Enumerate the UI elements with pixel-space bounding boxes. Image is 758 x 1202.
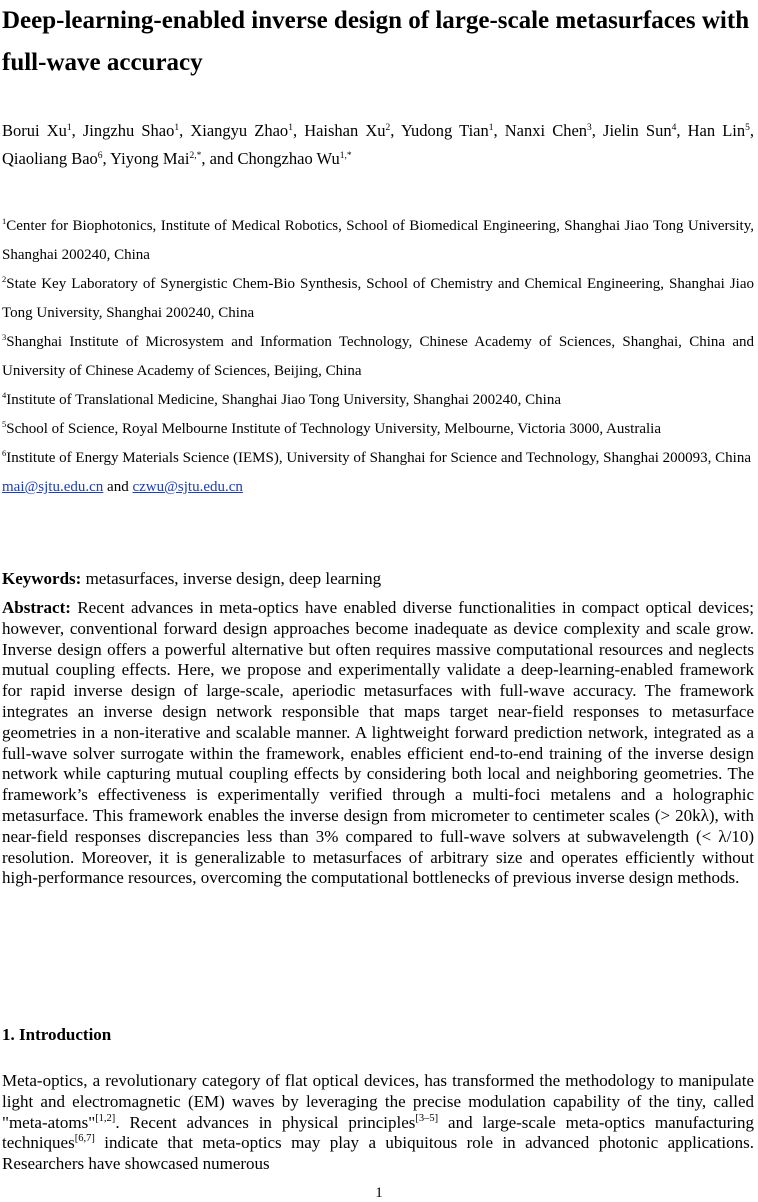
- affiliation: [2, 444, 754, 473]
- author: Nanxi Chen$^3$,: [504, 121, 604, 140]
- affiliation-number: 5: [2, 419, 7, 429]
- abstract-text: Recent advances in meta-optics have enabled diverse functionalities in compact optical devices; however, conventional forward design approaches become inadequate as device complexity and scale grow. Inverse design offers a powerful alternative but often requires massive computational resources and neglects mutual coupling effects. Here, we propose and experimentally validate a deep-learning-enabled framework for rapid inverse design of large-scale, aperiodic metasurfaces with full-wave accuracy. The framework integrates an inverse design network responsible that maps target near-field responses to metasurface geometries in a non-iterative and scalable manner. A lightweight forward prediction network, integrated as a full-wave solver surrogate within the framework, enables efficient end-to-end training of the inverse design network while capturing mutual coupling effects by considering both local and neighboring geometries. The framework’s effectiveness is experimentally verified through a multi-foci metalens and a holographic metasurface. This framework enables the inverse design from micrometer to centimeter scales (> 20kλ), with near-field responses discrepancies less than 3% compared to full-wave solvers at subwavelength (< λ/10) resolution. Moreover, it is generalizable to metasurfaces of arbitrary size and operates efficiently without high-performance resources, overcoming the computational bottlenecks of previous inverse design methods.: [2, 598, 754, 888]
- author-affiliation-marker: 2,*: [189, 151, 202, 161]
- affiliation: [2, 328, 754, 386]
- corresponding-emails: [2, 473, 754, 502]
- affiliation: [2, 415, 754, 444]
- author-affiliation-marker: 3: [587, 123, 592, 133]
- affiliation-number: 6: [2, 448, 7, 458]
- author: Jingzhu Shao$^1$,: [82, 121, 191, 140]
- affiliation: [2, 270, 754, 328]
- author-affiliation-marker: 1: [288, 123, 293, 133]
- keywords: [2, 567, 754, 591]
- author: Qiaoliang Bao$^6$,: [2, 149, 111, 168]
- author: Haishan Xu$^2$,: [304, 121, 401, 140]
- abstract-label: Abstract:: [2, 598, 71, 617]
- affiliation-list: [2, 212, 754, 502]
- section-heading-introduction: 1. Introduction: [2, 1025, 112, 1044]
- affiliation-number: 2: [2, 274, 7, 284]
- author-affiliation-marker: 1: [66, 123, 72, 133]
- affiliation-text: Institute of Energy Materials Science (IEMS), University of Shanghai for Science and Technology, Shanghai 200093, China: [6, 450, 752, 466]
- author: Xiangyu Zhao$^1$,: [190, 121, 305, 140]
- affiliation: [2, 212, 754, 270]
- affiliation-text: State Key Laboratory of Synergistic Chem-Bio Synthesis, School of Chemistry and Chemical Engineering, Shanghai Jiao Tong University, Shanghai 200240, China: [2, 276, 754, 321]
- affiliation-number: 3: [2, 332, 7, 342]
- citation[interactable]: [3–5]: [415, 1112, 439, 1124]
- author-affiliation-marker: 6: [97, 151, 103, 161]
- affiliation-number: 4: [2, 390, 7, 400]
- author-affiliation-marker: 4: [671, 123, 677, 133]
- email-link-mai[interactable]: mai@sjtu.edu.cn: [2, 479, 104, 495]
- affiliation-number: 1: [2, 216, 7, 226]
- keywords-label: Keywords:: [2, 569, 82, 588]
- author-affiliation-marker: 1: [174, 123, 180, 133]
- keywords-text: metasurfaces, inverse design, deep learning: [81, 569, 382, 588]
- author-affiliation-marker: 1: [488, 123, 494, 133]
- citation[interactable]: [1,2]: [95, 1112, 116, 1124]
- author: Jielin Sun$^4$,: [603, 121, 688, 140]
- affiliation-text: Center for Biophotonics, Institute of Medical Robotics, School of Biomedical Engineering, Shanghai Jiao Tong University, Shanghai 200240, China: [2, 218, 754, 263]
- email-link-czwu[interactable]: czwu@sjtu.edu.cn: [132, 479, 243, 495]
- affiliation-text: Institute of Translational Medicine, Shanghai Jiao Tong University, Shanghai 200240, China: [6, 392, 561, 408]
- email-joiner: and: [103, 479, 133, 495]
- affiliation-text: School of Science, Royal Melbourne Institute of Technology University, Melbourne, Victoria 3000, Australia: [6, 421, 661, 437]
- affiliation: [2, 386, 754, 415]
- author: Han Lin$^5$,: [687, 121, 754, 140]
- author-affiliation-marker: 1,*: [339, 151, 352, 161]
- citation[interactable]: [6,7]: [74, 1133, 95, 1145]
- introduction-paragraph: Meta-optics, a revolutionary category of flat optical devices, has transformed the methodology to manipulate light and electromagnetic (EM) waves by leveraging the precise modulation capability of the tiny, called "meta-atoms"[1,2]. Recent advances in physical principles[3–5] and large-scale meta-optics manufacturing techniques[6,7] indicate that meta-optics may play a ubiquitous role in advanced photonic applications. Researchers have showcased numerous: [2, 1071, 754, 1174]
- page-number: 1: [375, 1185, 383, 1201]
- author: Yiyong Mai$^{2,*}$, and: [110, 149, 238, 168]
- author: Chongzhao $Wu^{1,*}$: [237, 149, 352, 168]
- affiliation-text: Shanghai Institute of Microsystem and Information Technology, Chinese Academy of Sciences, Shanghai, China and University of Chinese Academy of Sciences, Beijing, China: [2, 334, 754, 379]
- abstract: [2, 598, 754, 889]
- author: Yudong Tian$^1$,: [400, 121, 505, 140]
- author-affiliation-marker: 5: [745, 123, 750, 133]
- paper-title: Deep-learning-enabled inverse design of large-scale metasurfaces with full-wave accuracy: [2, 7, 750, 76]
- author-list: [2, 117, 754, 173]
- author: Borui Xu$^1$,: [2, 121, 83, 140]
- author-affiliation-marker: 2: [385, 123, 391, 133]
